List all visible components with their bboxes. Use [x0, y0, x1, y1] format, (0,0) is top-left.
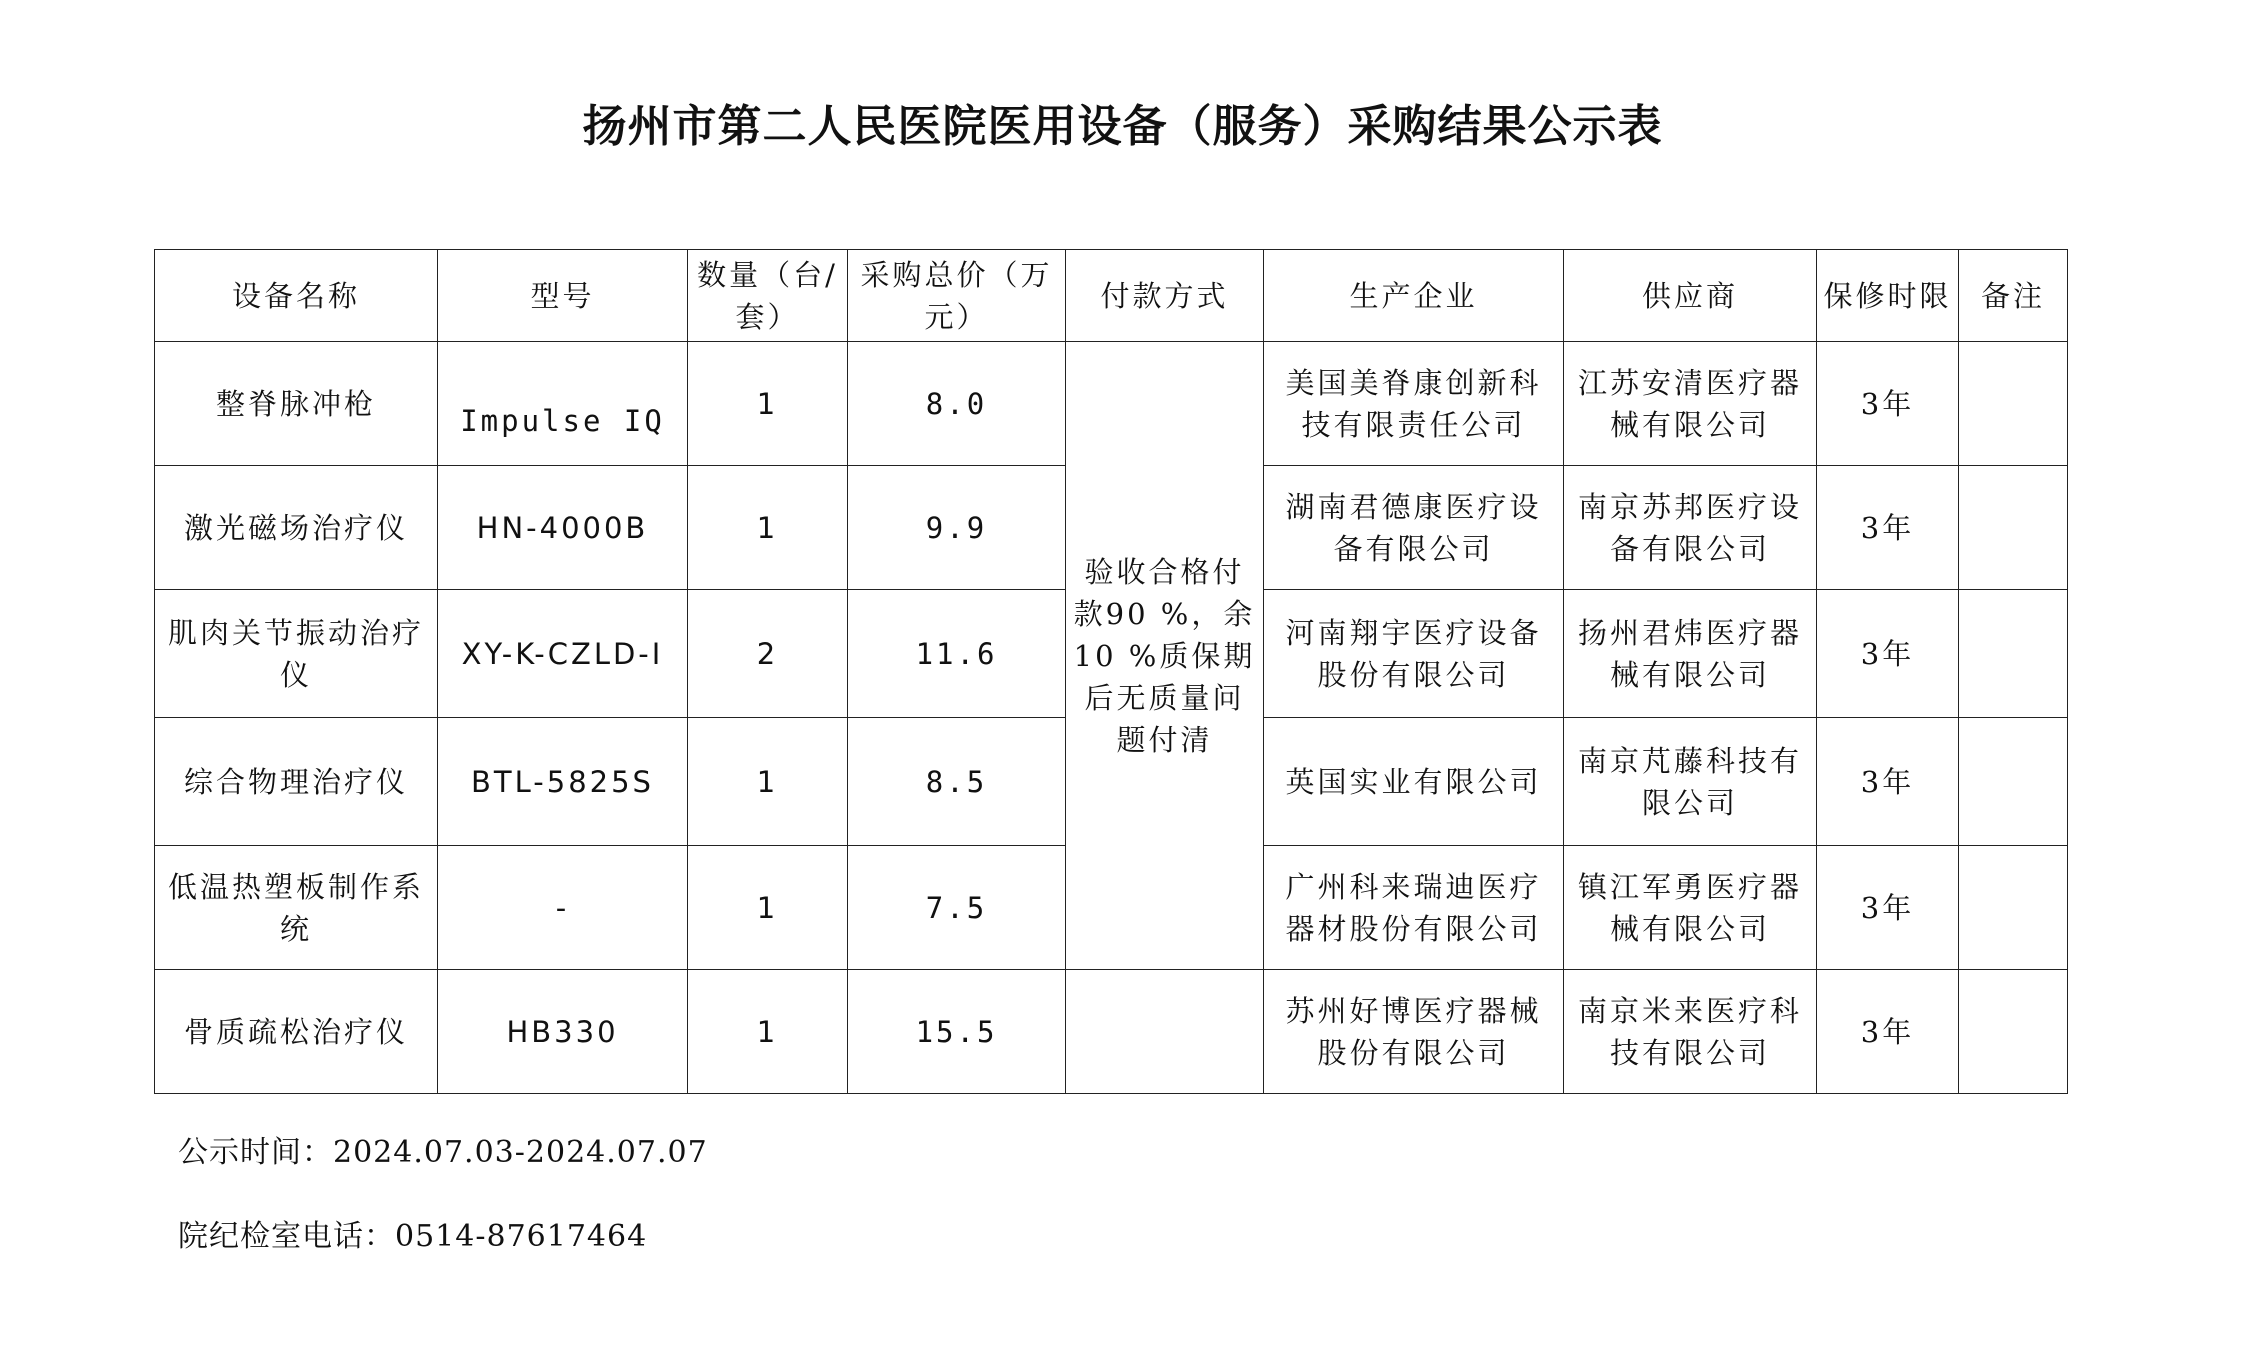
cell-name: 整脊脉冲枪	[155, 342, 438, 466]
cell-supplier: 江苏安清医疗器械有限公司	[1564, 342, 1817, 466]
cell-remark	[1959, 846, 2068, 970]
cell-manufacturer: 苏州好博医疗器械股份有限公司	[1264, 970, 1564, 1094]
cell-name: 低温热塑板制作系统	[155, 846, 438, 970]
inspection-phone: 院纪检室电话：0514-87617464	[178, 1219, 648, 1254]
cell-supplier: 南京芃藤科技有限公司	[1564, 718, 1817, 846]
cell-supplier: 南京苏邦医疗设备有限公司	[1564, 466, 1817, 590]
page-title: 扬州市第二人民医院医用设备（服务）采购结果公示表	[582, 101, 1663, 152]
cell-supplier: 扬州君炜医疗器械有限公司	[1564, 590, 1817, 718]
cell-name: 肌肉关节振动治疗仪	[155, 590, 438, 718]
table-row	[155, 970, 2068, 1094]
cell-qty: 1	[688, 846, 848, 970]
header-manufacturer: 生产企业	[1264, 250, 1564, 342]
cell-remark	[1959, 342, 2068, 466]
cell-manufacturer: 广州科来瑞迪医疗器材股份有限公司	[1264, 846, 1564, 970]
cell-model: XY-K-CZLD-I	[438, 590, 688, 718]
header-payment: 付款方式	[1066, 250, 1264, 342]
cell-model: -	[438, 846, 688, 970]
cell-price: 8.0	[848, 342, 1066, 466]
header-qty: 数量（台/套）	[688, 250, 848, 342]
cell-model-text: Impulse IQ	[460, 403, 665, 438]
header-remark: 备注	[1959, 250, 2068, 342]
cell-qty: 1	[688, 970, 848, 1094]
cell-model: BTL-5825S	[438, 718, 688, 846]
cell-model	[438, 342, 688, 466]
cell-manufacturer: 河南翔宇医疗设备股份有限公司	[1264, 590, 1564, 718]
cell-warranty: 3年	[1817, 590, 1959, 718]
cell-manufacturer: 美国美脊康创新科技有限责任公司	[1264, 342, 1564, 466]
header-model: 型号	[438, 250, 688, 342]
cell-payment-empty	[1066, 970, 1264, 1094]
cell-warranty: 3年	[1817, 718, 1959, 846]
cell-name: 激光磁场治疗仪	[155, 466, 438, 590]
cell-warranty: 3年	[1817, 970, 1959, 1094]
cell-price: 11.6	[848, 590, 1066, 718]
cell-qty: 1	[688, 718, 848, 846]
cell-qty: 1	[688, 342, 848, 466]
procurement-result-table	[154, 249, 2068, 1094]
cell-remark	[1959, 466, 2068, 590]
cell-price: 15.5	[848, 970, 1066, 1094]
cell-warranty: 3年	[1817, 342, 1959, 466]
header-supplier: 供应商	[1564, 250, 1817, 342]
cell-warranty: 3年	[1817, 466, 1959, 590]
cell-manufacturer: 湖南君德康医疗设备有限公司	[1264, 466, 1564, 590]
cell-model: HB330	[438, 970, 688, 1094]
cell-manufacturer: 英国实业有限公司	[1264, 718, 1564, 846]
cell-qty: 2	[688, 590, 848, 718]
cell-name: 综合物理治疗仪	[155, 718, 438, 846]
cell-supplier: 南京米来医疗科技有限公司	[1564, 970, 1817, 1094]
header-name: 设备名称	[155, 250, 438, 342]
cell-warranty: 3年	[1817, 846, 1959, 970]
table-header-row	[155, 250, 2068, 342]
cell-qty: 1	[688, 466, 848, 590]
cell-model: HN-4000B	[438, 466, 688, 590]
cell-remark	[1959, 718, 2068, 846]
header-price: 采购总价（万元）	[848, 250, 1066, 342]
cell-name: 骨质疏松治疗仪	[155, 970, 438, 1094]
cell-supplier: 镇江军勇医疗器械有限公司	[1564, 846, 1817, 970]
header-warranty: 保修时限	[1817, 250, 1959, 342]
cell-payment-terms: 验收合格付款90 %，余10 %质保期后无质量问题付清	[1066, 342, 1264, 970]
cell-price: 7.5	[848, 846, 1066, 970]
cell-remark	[1959, 590, 2068, 718]
table-row	[155, 342, 2068, 466]
notice-period: 公示时间：2024.07.03-2024.07.07	[178, 1135, 708, 1170]
cell-remark	[1959, 970, 2068, 1094]
cell-price: 9.9	[848, 466, 1066, 590]
cell-price: 8.5	[848, 718, 1066, 846]
